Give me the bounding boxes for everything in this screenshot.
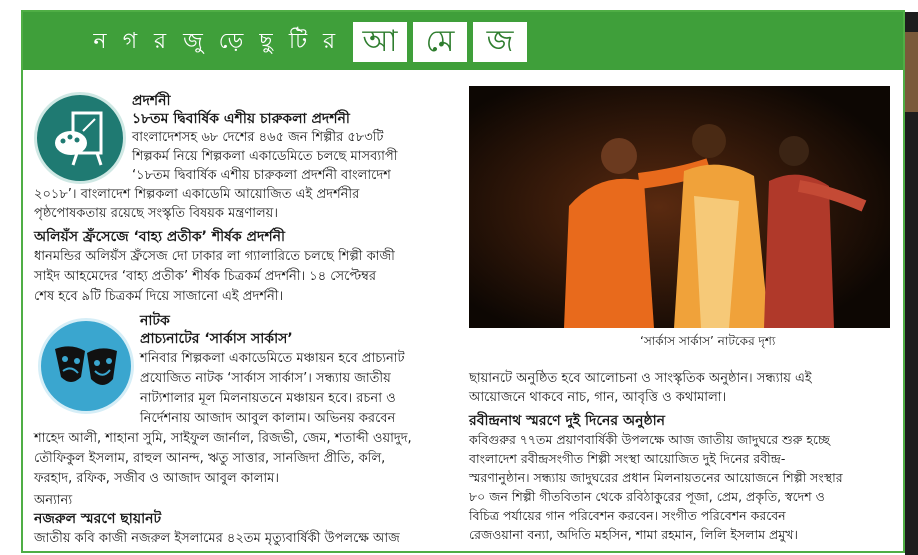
play-photo bbox=[469, 86, 890, 328]
banner-syllable: ন bbox=[93, 29, 107, 54]
alliance-title: অলিয়ঁস ফ্রঁসেজে ‘বাহ্য প্রতীক’ শীর্ষক প্রদর্শনী bbox=[34, 229, 285, 245]
adjacent-page-edge bbox=[905, 12, 918, 555]
banner-syllable: গ bbox=[122, 29, 138, 54]
drama-line: ফরহাদ, রফিক, সজীব ও আজাদ আবুল কালাম। bbox=[34, 471, 280, 486]
drama-line: প্রযোজিত নাটক ‘সার্কাস সার্কাস’। সন্ধ্যায় জাতীয় bbox=[140, 371, 391, 386]
alliance-line: শেষ হবে ৯টি চিত্রকর্ম দিয়ে সাজানো এই প্রদর্শনী। bbox=[34, 289, 284, 304]
exhibition-title: ১৮তম দ্বিবার্ষিক এশীয় চারুকলা প্রদর্শনী bbox=[132, 111, 350, 127]
exhibition-line: বাংলাদেশসহ ৬৮ দেশের ৪৬৫ জন শিল্পীর ৫৮৩টি bbox=[132, 130, 384, 145]
exhibition-line: ২০১৮’। বাংলাদেশ শিল্পকলা একাডেমি আয়োজিত এই প্রদর্শনীর bbox=[34, 187, 360, 202]
banner-syllable: ড়ে bbox=[218, 29, 244, 54]
tagore-title: রবীন্দ্রনাথ স্মরণে দুই দিনের অনুষ্ঠান bbox=[469, 413, 665, 429]
banner-boxed-syllable: জ bbox=[473, 22, 527, 62]
drama-line: নির্দেশনায় আজাদ আবুল কালাম। অভিনয় করবেন bbox=[140, 411, 396, 426]
drama-line: তৌফিকুল ইসলাম, রাহুল আনন্দ, ঋতু সাত্তার, সানজিদা প্রীতি, কলি, bbox=[34, 451, 386, 466]
others-category: অন্যান্য bbox=[34, 493, 73, 508]
tagore-line: স্মরণানুষ্ঠান। সন্ধ্যায় জাদুঘরের প্রধান মিলনায়তনের আয়োজনে শিল্পী সংস্থার bbox=[469, 470, 843, 485]
banner-syllable: র bbox=[322, 29, 336, 54]
banner-syllable: ছু bbox=[259, 29, 273, 54]
drama-category: নাটক bbox=[140, 313, 170, 329]
banner-boxed-syllable: মে bbox=[413, 22, 467, 62]
drama-line: শাহেদ আলী, শাহানা সুমি, সাইফুল জার্নাল, রিজভী, জেম, শতাব্দী ওয়াদুদ, bbox=[34, 431, 412, 446]
alliance-line: সাইদ আহমেদের ‘বাহ্য প্রতীক’ শীর্ষক চিত্রকর্ম প্রদর্শনী। ১৪ সেপ্টেম্বর bbox=[34, 269, 377, 284]
drama-line: শনিবার শিল্পকলা একাডেমিতে মঞ্চায়ন হবে প্রাচ্যনাট bbox=[140, 351, 405, 366]
banner-boxed-syllable: আ bbox=[353, 22, 407, 62]
tagore-line: বিচিত্র পর্যায়ের গান পরিবেশন করবেন। সংগীত পরিবেশন করবেন bbox=[469, 508, 786, 523]
tagore-line: রেজওয়ানা বন্যা, অদিতি মহসিন, শামা রহমান, লিলি ইসলাম প্রমুখ। bbox=[469, 527, 798, 542]
theater-masks-icon bbox=[38, 318, 134, 414]
others-title: নজরুল স্মরণে ছায়ানট bbox=[34, 511, 162, 527]
banner-syllable: র bbox=[153, 29, 167, 54]
exhibition-line: ‘১৮তম দ্বিবার্ষিক এশীয় চারুকলা প্রদর্শনী বাংলাদেশ bbox=[132, 168, 391, 183]
others-line: জাতীয় কবি কাজী নজরুল ইসলামের ৪২তম মৃত্যুবার্ষিকী উপলক্ষে আজ bbox=[34, 531, 400, 546]
photo-caption: ‘সার্কাস সার্কাস’ নাটকের দৃশ্য bbox=[640, 334, 776, 348]
banner-syllable: জু bbox=[183, 29, 203, 54]
tagore-line: বাংলাদেশ রবীন্দ্রসংগীত শিল্পী সংস্থা আয়োজিত দুই দিনের রবীন্দ্র- bbox=[469, 451, 786, 466]
clipped-top-strip bbox=[0, 0, 918, 8]
banner-syllable: টি bbox=[288, 29, 308, 54]
chhayanaut-line: ছায়ানটে অনুষ্ঠিত হবে আলোচনা ও সাংস্কৃতিক অনুষ্ঠান। সন্ধ্যায় এই bbox=[469, 371, 812, 386]
exhibition-line: পৃষ্ঠপোষকতায় রয়েছে সংস্কৃতি বিষয়ক মন্ত্রণালয়। bbox=[34, 206, 278, 221]
exhibition-category: প্রদর্শনী bbox=[132, 93, 171, 109]
chhayanaut-line: আয়োজনে থাকবে নাচ, গান, আবৃত্তি ও কথামালা। bbox=[469, 390, 727, 405]
banner-title bbox=[23, 12, 903, 70]
tagore-line: ৮০ জন শিল্পী গীতবিতান থেকে রবিঠাকুরের পূজা, প্রেম, প্রকৃতি, স্বদেশ ও bbox=[469, 489, 825, 504]
tagore-line: কবিগুরুর ৭৭তম প্রয়াণবার্ষিকী উপলক্ষে আজ জাতীয় জাদুঘরে শুরু হচ্ছে bbox=[469, 432, 830, 447]
drama-title: প্রাচ্যনাটের ‘সার্কাস সার্কাস’ bbox=[140, 331, 293, 347]
alliance-line: ধানমন্ডির অলিয়ঁস ফ্রঁসেজ দো ঢাকার লা গ্যালারিতে চলছে শিল্পী কাজী bbox=[34, 249, 395, 264]
drama-line: নাট্যশালার মূল মিলনায়তনে মঞ্চায়ন হবে। রচনা ও bbox=[140, 391, 396, 406]
exhibition-line: শিল্পকর্ম নিয়ে শিল্পকলা একাডেমিতে চলছে মাসব্যাপী bbox=[132, 149, 398, 164]
palette-canvas-icon bbox=[34, 92, 126, 184]
